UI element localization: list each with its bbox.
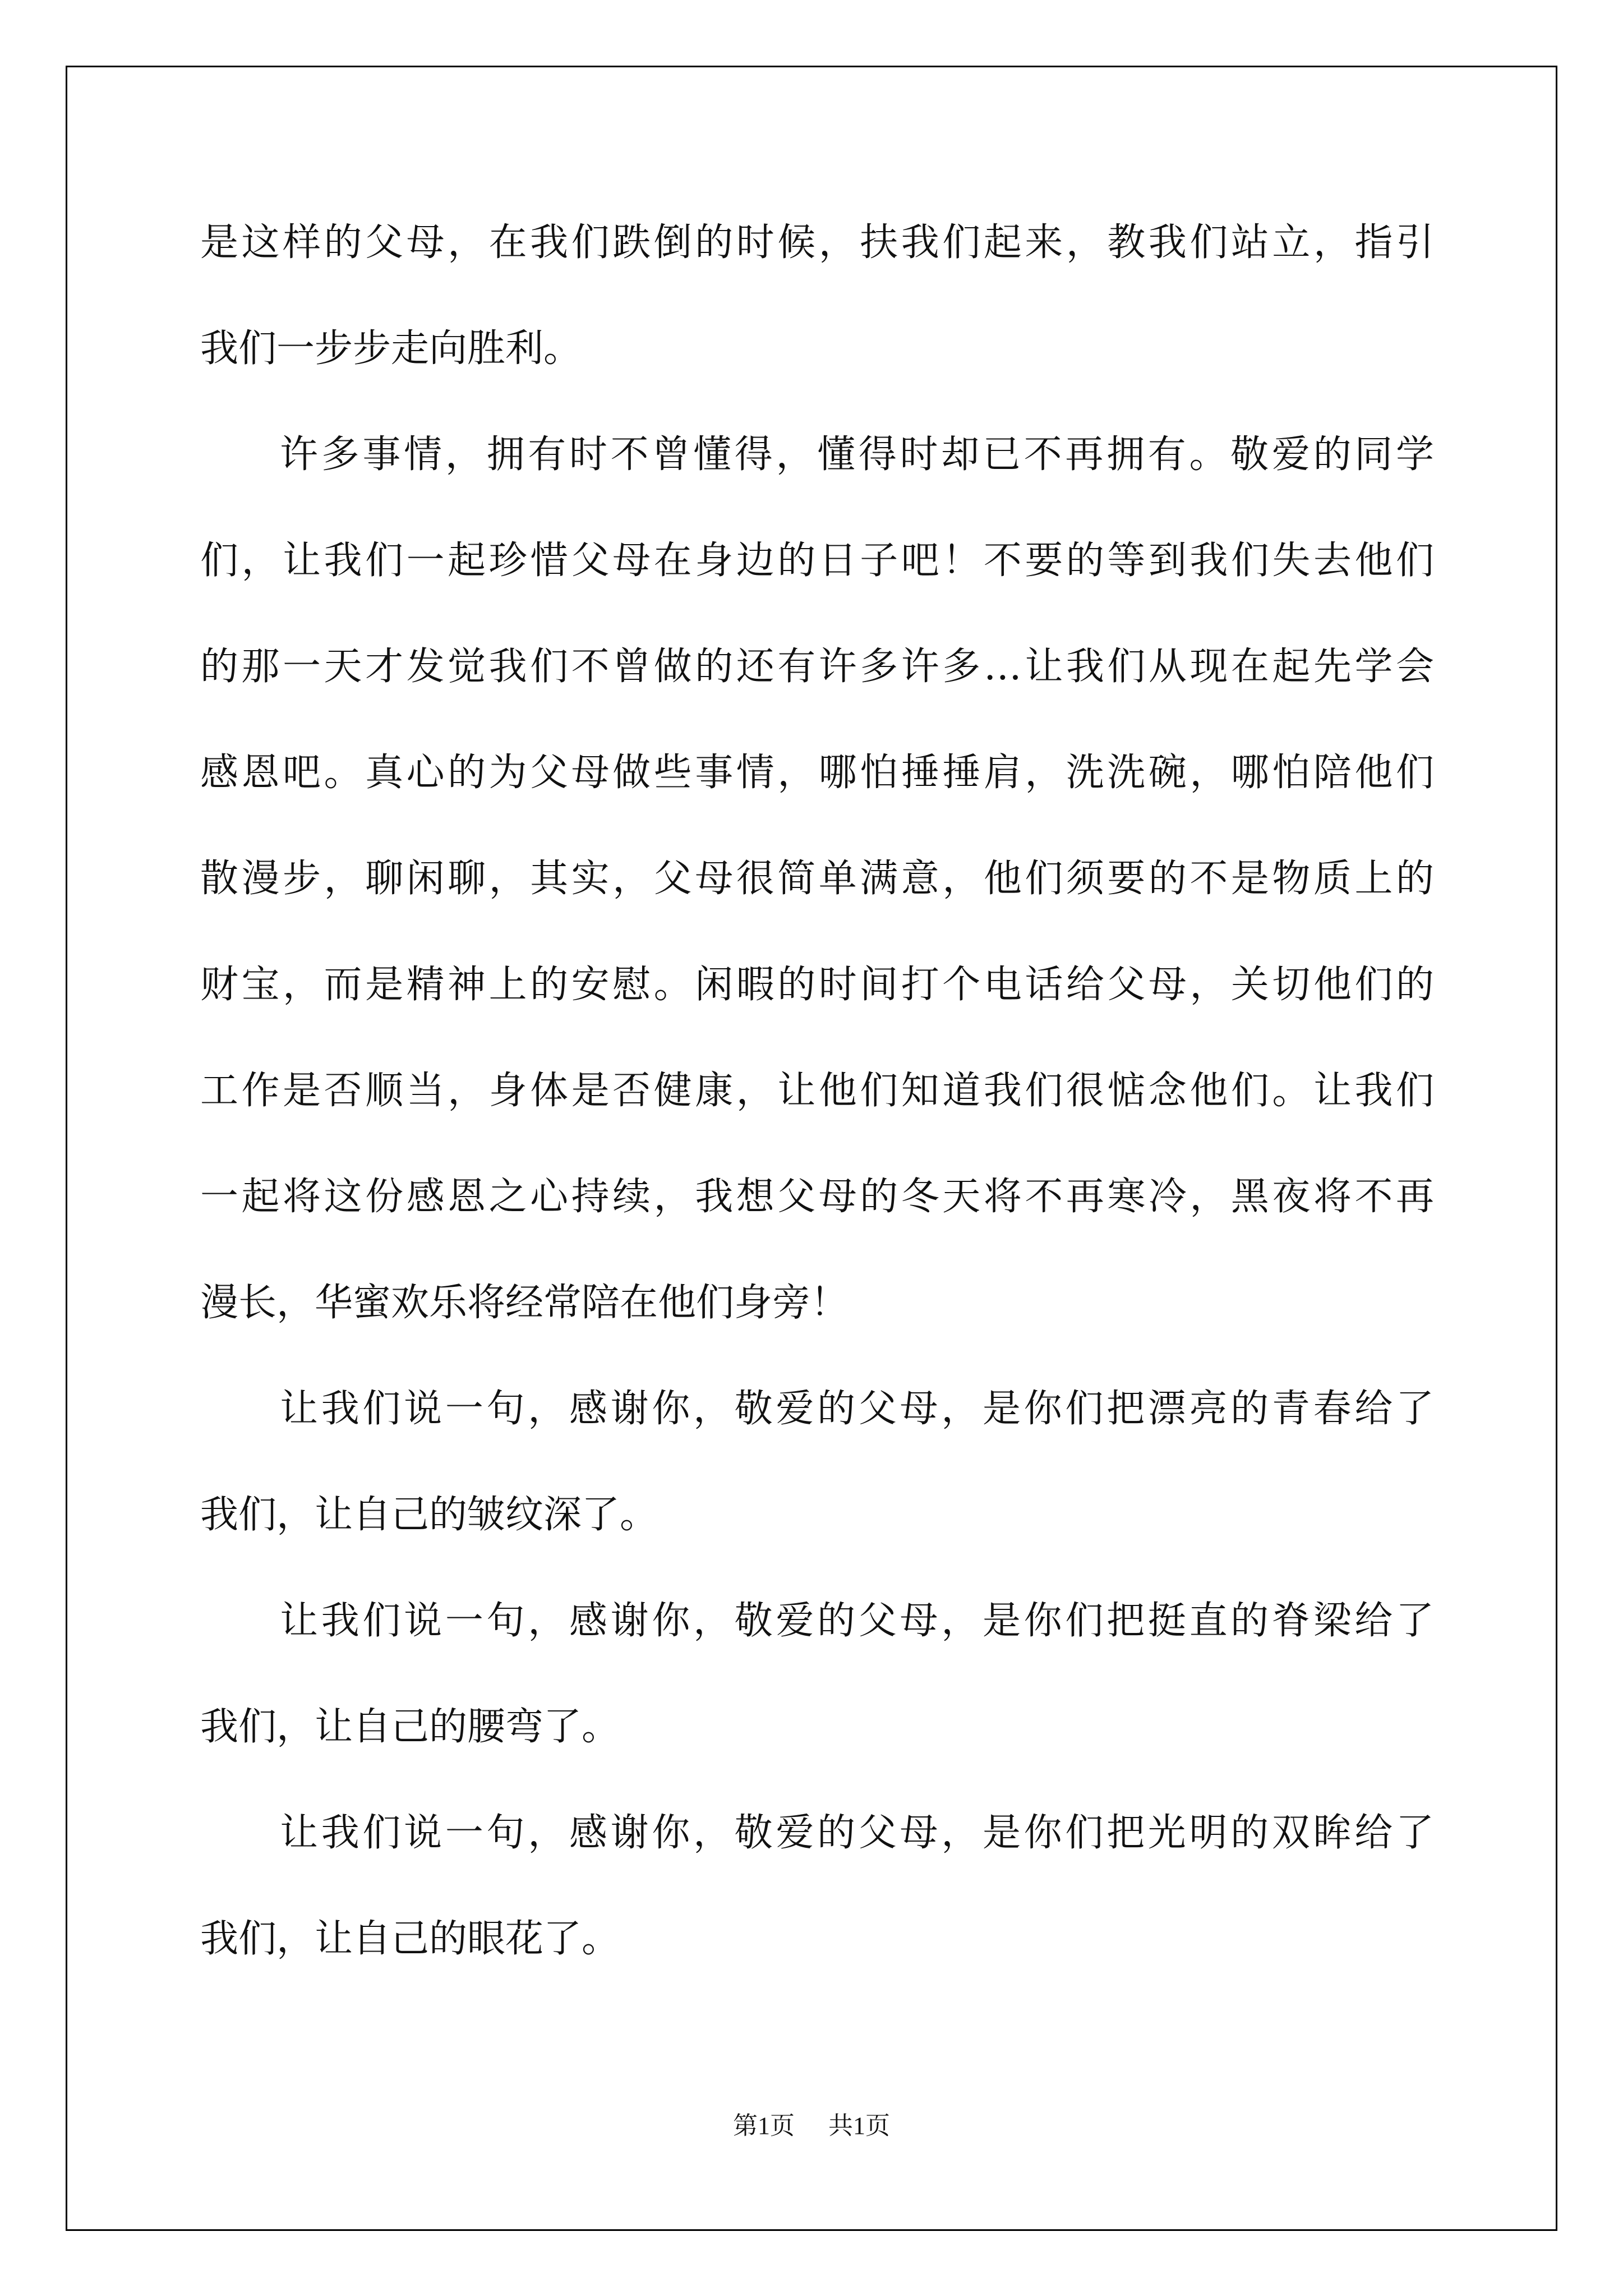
text-line: 散漫步，聊闲聊，其实，父母很简单满意，他们须要的不是物质上的 (200, 857, 1434, 901)
page-footer (0, 2109, 1623, 2143)
text-line: 我们一步步走向胜利。 (200, 326, 582, 371)
text-line: 漫长，华蜜欢乐将经常陪在他们身旁！ (200, 1281, 849, 1325)
text-line: 我们，让自己的皱纹深了。 (200, 1493, 658, 1537)
text-line: 让我们说一句，感谢你，敬爱的父母，是你们把挺直的脊梁给了 (280, 1599, 1434, 1643)
page-number-total: 共1页 (828, 2112, 890, 2139)
text-line: 我们，让自己的眼花了。 (200, 1917, 620, 1961)
text-line: 一起将这份感恩之心持续，我想父母的冬天将不再寒冷，黑夜将不再 (200, 1175, 1434, 1219)
document-body (200, 212, 1434, 2014)
text-line: 让我们说一句，感谢你，敬爱的父母，是你们把光明的双眸给了 (280, 1811, 1434, 1855)
text-line: 我们，让自己的腰弯了。 (200, 1705, 620, 1749)
text-line: 的那一天才发觉我们不曾做的还有许多许多…让我们从现在起先学会 (200, 645, 1434, 689)
text-line: 是这样的父母，在我们跌倒的时候，扶我们起来，教我们站立，指引 (200, 220, 1434, 265)
text-line: 让我们说一句，感谢你，敬爱的父母，是你们把漂亮的青春给了 (280, 1387, 1434, 1431)
text-line: 财宝，而是精神上的安慰。闲暇的时间打个电话给父母，关切他们的 (200, 963, 1434, 1007)
text-line: 工作是否顺当，身体是否健康，让他们知道我们很惦念他们。让我们 (200, 1069, 1434, 1113)
text-line: 们，让我们一起珍惜父母在身边的日子吧！不要的等到我们失去他们 (200, 539, 1434, 583)
text-line: 许多事情，拥有时不曾懂得，懂得时却已不再拥有。敬爱的同学 (280, 432, 1434, 477)
text-line: 感恩吧。真心的为父母做些事情，哪怕捶捶肩，洗洗碗，哪怕陪他们 (200, 751, 1434, 795)
page-number-current: 第1页 (733, 2112, 795, 2139)
